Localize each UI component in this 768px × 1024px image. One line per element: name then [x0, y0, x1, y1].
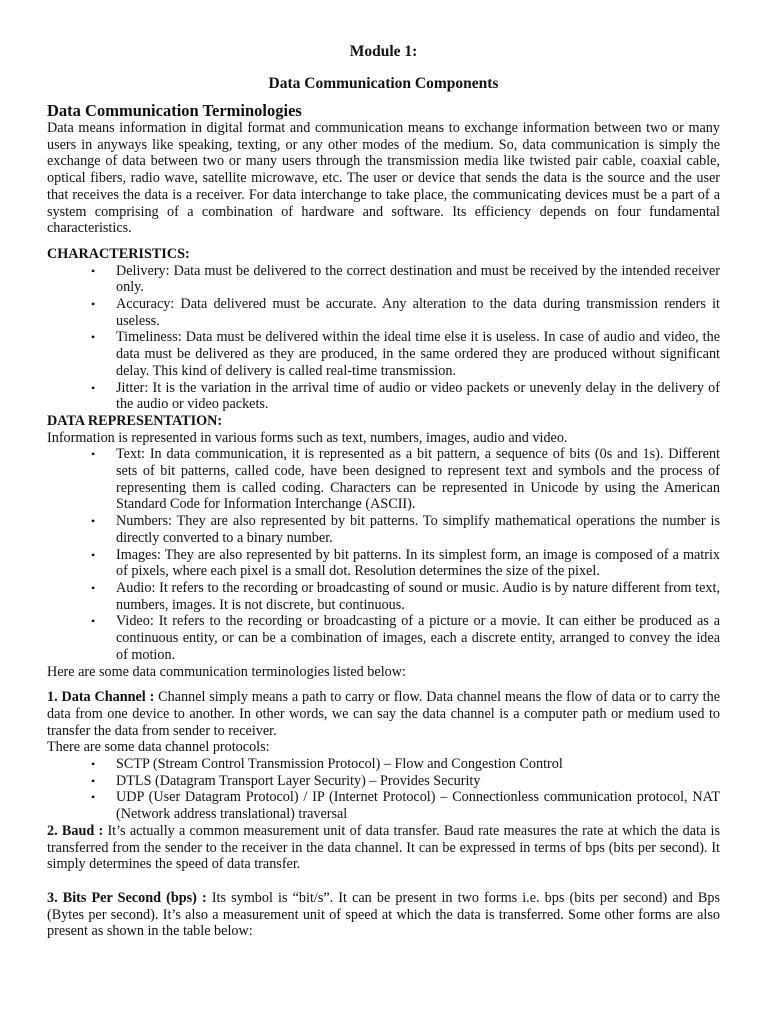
representation-intro: Information is represented in various forms such as text, numbers, images, audio and video.	[47, 429, 568, 446]
page-title: Data Communication Components	[268, 75, 499, 92]
module-title: Module 1:	[349, 43, 418, 60]
intro-paragraph: Data means information in digital format and communication means to exchange information between two or many users in anyways like speaking, texting, or any other modes of the medium. So, data communication is simply the exchange of data between two or many users through the transmission media like twisted pair cable, coaxial cable, optical fibers, radio wave, satellite microwave, etc. The user or device that sends the data is the source and the user that receives the data is a receiver. For data interchange to take place, the communicating devices must be a part of a system comprising of a combination of hardware and software. Its efficiency depends on four fundamental characteristics.	[47, 120, 720, 237]
bullet-icon: •	[91, 773, 96, 788]
list-item: • Images: They are also represented by bit patterns. In its simplest form, an image is composed of a matrix of pixels, where each pixel is a small dot. Resolution determines the size of the pixel.	[91, 546, 720, 580]
bullet-icon: •	[91, 297, 96, 312]
bullet-icon: •	[91, 757, 96, 772]
data-channel-paragraph: 1. Data Channel : Channel simply means a path to carry or flow. Data channel means the flow of data or to carry the data from one device to another. In other words, we can say the data channel is a computer path or medium used to transfer the data from sender to receiver.	[47, 689, 720, 739]
bullet-icon: •	[91, 614, 96, 629]
bullet-icon: •	[91, 263, 96, 278]
list-item: • SCTP (Stream Control Transmission Protocol) – Flow and Congestion Control	[91, 756, 563, 773]
section-heading-terminologies: Data Communication Terminologies	[47, 101, 302, 120]
bps-label: 3. Bits Per Second (bps) :	[47, 889, 207, 906]
list-item: • Video: It refers to the recording or broadcasting of a picture or a movie. It can either be produced as a continuous entity, or can be a combination of images, each a discrete entity, arranged to convey the idea of motion.	[91, 613, 720, 663]
bullet-icon: •	[91, 447, 96, 462]
list-item: • Jitter: It is the variation in the arrival time of audio or video packets or unevenly delay in the delivery of the audio or video packets.	[91, 379, 720, 413]
list-item: • Accuracy: Data delivered must be accurate. Any alteration to the data during transmission renders it useless.	[91, 296, 720, 329]
list-item: • Audio: It refers to the recording or broadcasting of sound or music. Audio is by nature different from text, numbers, images. It is not discrete, but continuous.	[91, 579, 720, 613]
protocols-list	[47, 756, 720, 823]
data-representation-heading: DATA REPRESENTATION:	[47, 412, 223, 429]
bullet-icon: •	[91, 514, 96, 529]
list-item: • Numbers: They are also represented by bit patterns. To simplify mathematical operations the number is directly converted to a binary number.	[91, 513, 720, 546]
bullet-icon: •	[91, 790, 96, 805]
baud-paragraph: 2. Baud : It’s actually a common measurement unit of data transfer. Baud rate measures the rate at which the data is transferred from the sender to the receiver in the data channel. It can be expressed in terms of bps (bits per second). It simply determines the speed of data transfer.	[47, 822, 720, 873]
protocols-intro: There are some data channel protocols:	[47, 739, 270, 756]
bullet-icon: •	[91, 380, 96, 395]
bullet-icon: •	[91, 580, 96, 595]
bullet-icon: •	[91, 330, 96, 345]
bps-paragraph: 3. Bits Per Second (bps) : Its symbol is “bit/s”. It can be present in two forms i.e. bps (bits per second) and Bps (Bytes per second). It’s also a measurement unit of speed at which the data is transferred. Some other forms are also present as shown in the table below:	[47, 889, 720, 940]
list-item: • Delivery: Data must be delivered to the correct destination and must be received by the intended receiver only.	[91, 262, 720, 296]
characteristics-list	[47, 263, 720, 413]
bullet-icon: •	[91, 547, 96, 562]
list-item: • UDP (User Datagram Protocol) / IP (Internet Protocol) – Connectionless communication protocol, NAT (Network address translational) traversal	[91, 789, 720, 823]
data-channel-label: 1. Data Channel :	[47, 689, 155, 706]
list-item: • Timeliness: Data must be delivered within the ideal time else it is useless. In case of audio and video, the data must be delivered as they are produced, in the same ordered they are produced without significant delay. This kind of delivery is called real-time transmission.	[91, 329, 720, 379]
representation-list	[47, 446, 720, 663]
baud-label: 2. Baud :	[47, 822, 104, 839]
list-item: • Text: In data communication, it is represented as a bit pattern, a sequence of bits (0s and 1s). Different sets of bit patterns, called code, have been designed to represent text and symbols and the process of representing them is called coding. Characters can be represented in Unicode by using the American Standard Code for Information Interchange (ASCII).	[91, 446, 720, 513]
terminologies-intro: Here are some data communication terminologies listed below:	[47, 663, 406, 680]
characteristics-heading: CHARACTERISTICS:	[47, 245, 190, 262]
list-item: • DTLS (Datagram Transport Layer Security) – Provides Security	[91, 772, 481, 789]
